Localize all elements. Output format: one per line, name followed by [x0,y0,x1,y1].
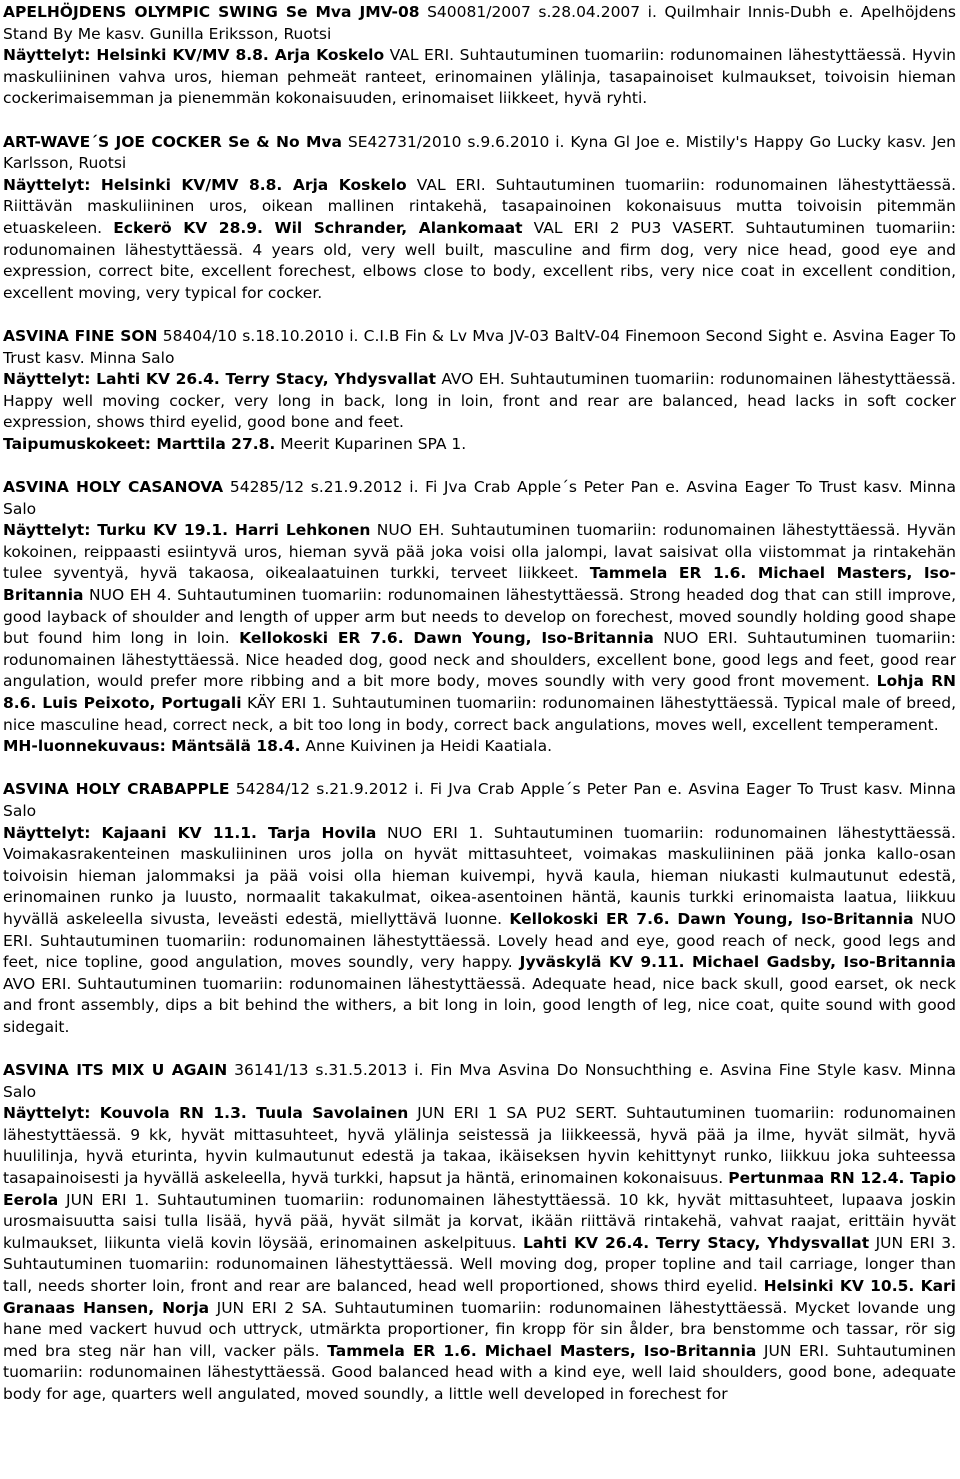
text-segment: Anne Kuivinen ja Heidi Kaatiala. [300,737,553,756]
bold-text-segment: Näyttelyt: Helsinki KV/MV 8.8. Arja Koskelo [3,175,407,194]
bold-text-segment: ASVINA HOLY CASANOVA [3,478,224,497]
text-segment: JUN ERI 3. Suhtautuminen tuomariin: rodunomainen lähestyttäessä. Well moving dog, proper topline and tail carriage, longer than tall, needs shorter loin, front and rear are balanced, head well proportioned, shows third eyelid. [3,1233,956,1296]
text-segment: AVO EH. Suhtautuminen tuomariin: rodunomainen lähestyttäessä. Happy well moving cocker, very long in back, long in loin, front and rear are balanced, head lacks in soft cocker expression, shows third eyelid, good bone and feet. [3,370,956,432]
entry-results-paragraph [3,823,956,1039]
text-segment: VAL ERI. Suhtautuminen tuomariin: rodunomainen lähestyttäessä. Hyvin maskuliininen vahva uros, hieman pehmeät ranteet, erinomainen ylälinja, tasapainoiset kulmaukset, toivoisin hieman cockerimaisemman ja pienemmän kokonaisuuden, erinomaiset liikkeet, hyvä ryhti. [3,46,957,108]
dog-entry [3,1060,956,1406]
entry-heading-paragraph [3,1060,956,1103]
bold-text-segment: Näyttelyt: Kouvola RN 1.3. Tuula Savolainen [3,1104,409,1123]
entry-results-paragraph [3,369,956,434]
entry-results-paragraph [3,45,956,110]
bold-text-segment: Tammela ER 1.6. Michael Masters, Iso-Britannia [3,564,956,605]
bold-text-segment: Tammela ER 1.6. Michael Masters, Iso-Britannia [327,1341,757,1360]
entry-heading-paragraph [3,2,956,45]
text-segment: JUN ERI 1. Suhtautuminen tuomariin: rodunomainen lähestyttäessä. 10 kk, hyvät mittasuhteet, lupaava joskin urosmaisuutta saisi tulla lisää, hyvä pää, hyvät silmät ja korvat, ikään riittävä rintakehä, vahvat raajat, erittäin hyvät kulmaukset, liikunta vielä kovin löysää, erinomainen askelpituus. [3,1190,956,1252]
bold-text-segment: Näyttelyt: Turku KV 19.1. Harri Lehkonen [3,521,371,540]
text-segment: S40081/2007 s.28.04.2007 i. Quilmhair Innis-Dubh e. Apelhöjdens Stand By Me kasv. Gunilla Eriksson, Ruotsi [3,3,957,43]
text-segment: 54285/12 s.21.9.2012 i. Fi Jva Crab Apple´s Peter Pan e. Asvina Eager To Trust kasv. Minna Salo [3,478,956,518]
text-segment: 58404/10 s.18.10.2010 i. C.I.B Fin & Lv Mva JV-03 BaltV-04 Finemoon Second Sight e. Asvina Eager To Trust kasv. Minna Salo [3,326,956,367]
text-segment: SE42731/2010 s.9.6.2010 i. Kyna Gl Joe e. Mistily's Happy Go Lucky kasv. Jen Karlsson, Ruotsi [3,132,957,173]
bold-text-segment: Kellokoski ER 7.6. Dawn Young, Iso-Britannia [509,909,914,928]
text-segment: NUO ERI. Suhtautuminen tuomariin: rodunomainen lähestyttäessä. Nice headed dog, good neck and shoulders, excellent bone, good legs and feet, good rear angulation, would prefer more ribbing and a bit more body, moves soundly with very good front movement. [3,629,956,691]
entry-heading-paragraph [3,326,956,369]
dog-entry [3,779,956,1038]
text-segment: JUN ERI. Suhtautuminen tuomariin: rodunomainen lähestyttäessä. Good balanced head with a kind eye, well laid shoulders, good bone, adequate body for age, quarters well angulated, moved soundly, a little well developed in forechest for [3,1341,956,1403]
entry-heading-paragraph [3,477,956,520]
text-segment: Meerit Kuparinen SPA 1. [275,434,467,453]
bold-text-segment: Näyttelyt: Kajaani KV 11.1. Tarja Hovila [3,823,377,842]
dog-entry [3,132,956,305]
entry-extra-paragraph [3,736,956,758]
entry-heading-paragraph [3,132,956,175]
entry-results-paragraph [3,175,956,305]
entry-results-paragraph [3,520,956,736]
bold-text-segment: ASVINA FINE SON [3,326,158,345]
bold-text-segment: Eckerö KV 28.9. Wil Schrander, Alankomaat [113,218,523,237]
bold-text-segment: Helsinki KV 10.5. Kari Granaas Hansen, Norja [3,1277,956,1317]
text-segment: JUN ERI 2 SA. Suhtautuminen tuomariin: rodunomainen lähestyttäessä. Mycket lovande ung hane med vackert huvud och uttryck, utmärkta proportioner, fin kropp för sin ålder, bra benstomme och tassar, rör sig med bra steg när han vill, vacker päls. [3,1298,956,1360]
bold-text-segment: Jyväskylä KV 9.11. Michael Gadsby, Iso-Britannia [519,953,956,972]
dog-entry [3,326,956,456]
text-segment: NUO EH 4. Suhtautuminen tuomariin: rodunomainen lähestyttäessä. Strong headed dog that can still improve, good layback of shoulder and length of upper arm but needs to develop on forechest, moved soundly holding good shape but found him long in loin. [3,586,956,648]
bold-text-segment: MH-luonnekuvaus: Mäntsälä 18.4. [3,737,301,756]
entry-extra-paragraph [3,434,956,456]
dog-entry [3,477,956,758]
bold-text-segment: Taipumuskokeet: Marttila 27.8. [3,434,276,453]
bold-text-segment: Lohja RN 8.6. Luis Peixoto, Portugali [3,672,956,712]
text-segment: VAL ERI. Suhtautuminen tuomariin: rodunomainen lähestyttäessä. Riittävän maskuliininen uros, oikean mallinen rintakehä, tasapainoinen kokonaisuus mutta toivoisin pitemmän etuaskeleen. [3,175,956,237]
bold-text-segment: ART-WAVE´S JOE COCKER Se & No Mva [3,132,342,151]
bold-text-segment: Näyttelyt: Helsinki KV/MV 8.8. Arja Koskelo [3,46,385,65]
text-segment: 54284/12 s.21.9.2012 i. Fi Jva Crab Apple´s Peter Pan e. Asvina Eager To Trust kasv. Minna Salo [3,780,956,820]
bold-text-segment: Lahti KV 26.4. Terry Stacy, Yhdysvallat [522,1233,870,1252]
text-segment: KÄY ERI 1. Suhtautuminen tuomariin: rodunomainen lähestyttäessä. Typical male of breed, nice masculine head, correct neck, a bit too long in body, correct back angulations, moves well, excellent temperament. [3,694,956,734]
bold-text-segment: ASVINA HOLY CRABAPPLE [3,780,230,799]
text-segment: AVO ERI. Suhtautuminen tuomariin: rodunomainen lähestyttäessä. Adequate head, nice back skull, good earset, ok neck and front assembly, dips a bit behind the withers, a bit long in loin, good length of leg, nice coat, quite sound with good sidegait. [3,974,956,1036]
bold-text-segment: Näyttelyt: Lahti KV 26.4. Terry Stacy, Yhdysvallat [3,370,437,389]
entry-heading-paragraph [3,779,956,822]
text-segment: NUO ERI. Suhtautuminen tuomariin: rodunomainen lähestyttäessä. Lovely head and eye, good reach of neck, good legs and feet, nice topline, good angulation, moves soundly, very happy. [3,909,956,972]
text-segment: NUO EH. Suhtautuminen tuomariin: rodunomainen lähestyttäessä. Hyvän kokoinen, reippaasti esiintyvä uros, hieman syvä pää joka voisi olla jalompi, lavat saisivat olla viistommat ja rintakehän tulee syventyä, hyvä takaosa, oikealaatuinen turkki, terveet liikkeet. [3,521,956,583]
text-segment: VAL ERI 2 PU3 VASERT. Suhtautuminen tuomariin: rodunomainen lähestyttäessä. 4 years old, very well built, masculine and firm dog, very nice head, good eye and expression, correct bite, excellent forechest, elbows close to body, excellent ribs, very nice coat in excellent condition, excellent moving, very typical for cocker. [3,218,957,302]
entry-results-paragraph [3,1103,956,1405]
bold-text-segment: ASVINA ITS MIX U AGAIN [3,1061,228,1080]
bold-text-segment: Kellokoski ER 7.6. Dawn Young, Iso-Britannia [239,629,654,648]
text-segment: JUN ERI 1 SA PU2 SERT. Suhtautuminen tuomariin: rodunomainen lähestyttäessä. 9 kk, hyvät mittasuhteet, hyvä ylälinja seistessä ja liikkeessä, hyvä pää ja ilme, hyvät silmät, hyvä huulilinja, hyvä eturinta, hyvin kulmautunut edestä ja takaa, ikäiseksen hyvin kehittynyt runko, liikkuu joka suhteessa tasapainoisesti ja hyvällä askeleella, hyvä turkki, hapsut ja häntä, erinomainen kokonaisuus. [3,1104,956,1188]
bold-text-segment: APELHÖJDENS OLYMPIC SWING Se Mva JMV-08 [3,3,420,21]
text-segment: NUO ERI 1. Suhtautuminen tuomariin: rodunomainen lähestyttäessä. Voimakasrakenteinen maskuliininen uros jolla on hyvät mittasuhteet, voimakas maskuliininen pää jonka kallo-osan toivoisin hieman jalommaksi ja pää voisi olla hieman kuivempi, hyvä kaula, hieman niukasti kulmautunut edestä, erinomainen runko ja luusto, normaalit takakulmat, oikea-asentoinen häntä, kaunis turkki erinomaista laatua, liikkuu hyvällä askeleella sivusta, leveästi edestä, miellyttävä luonne. [3,823,956,928]
bold-text-segment: Pertunmaa RN 12.4. Tapio Eerola [3,1169,956,1209]
text-segment: 36141/13 s.31.5.2013 i. Fin Mva Asvina Do Nonsuchthing e. Asvina Fine Style kasv. Minna Salo [3,1061,956,1101]
dog-entry [3,2,956,110]
